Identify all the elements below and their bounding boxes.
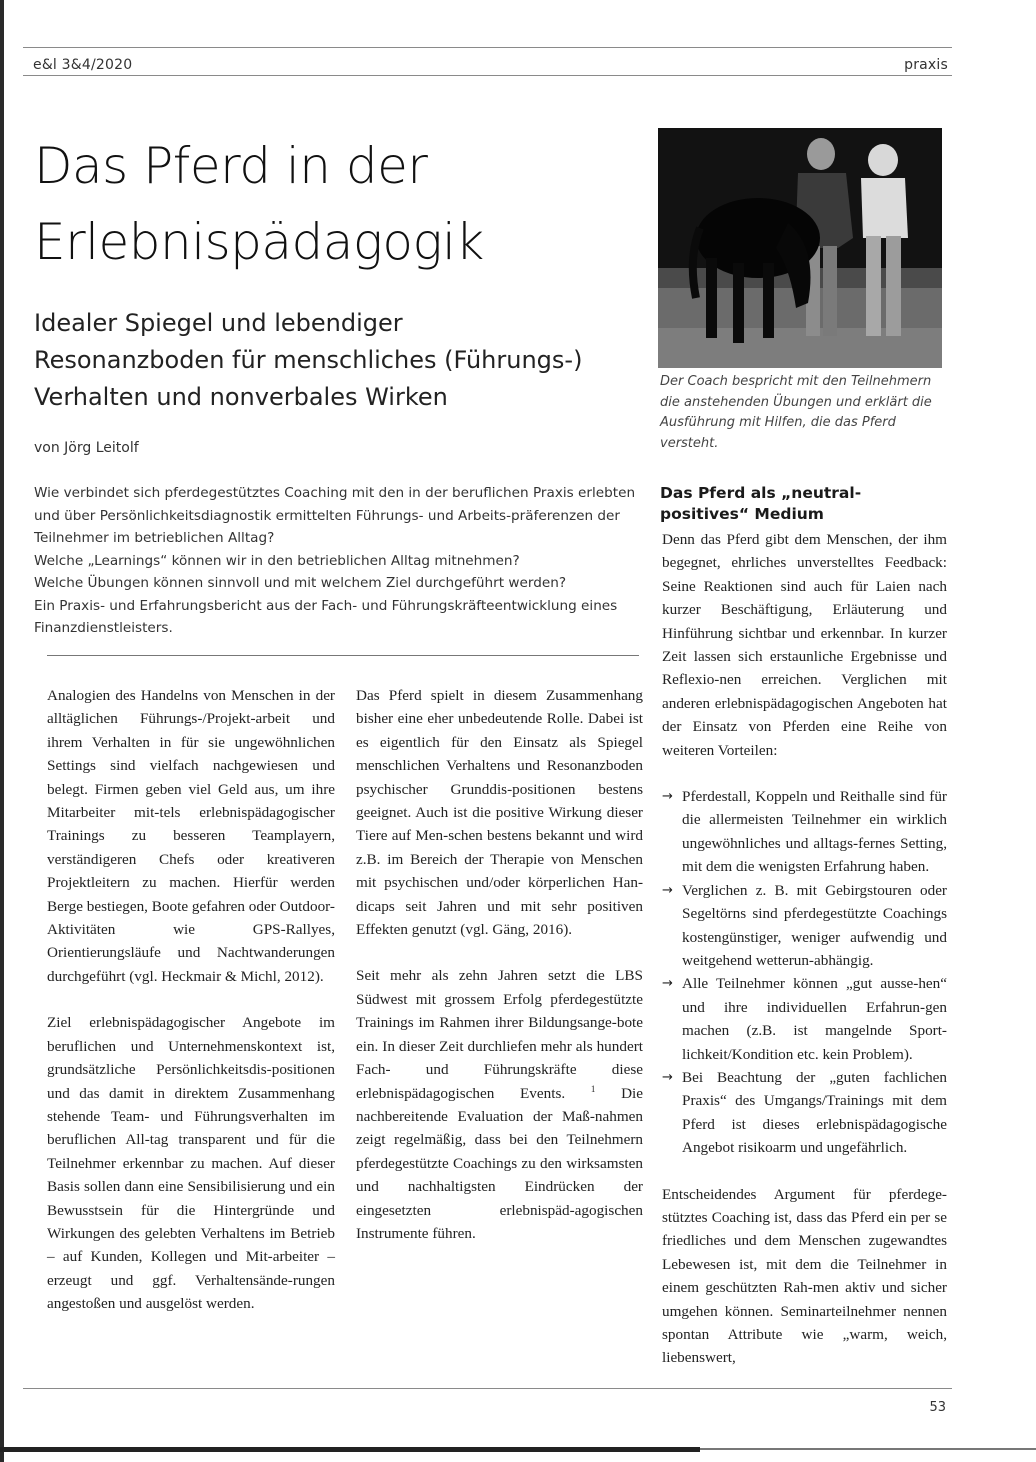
horse-coach-photo-illustration <box>658 128 942 368</box>
arrow-right-icon: → <box>662 882 673 898</box>
intro-paragraph: Welche „Learnings“ können wir in den betrieblichen Alltag mitnehmen? <box>34 552 520 569</box>
title-line-1: Das Pferd in der <box>34 137 428 195</box>
article-subtitle <box>34 305 654 416</box>
body-paragraph: Denn das Pferd gibt dem Menschen, der ihm begegnet, ehrliches unverstelltes Feedback: Seine Reaktionen sind auch für Laien nach kurzer Beschäftigung, Erläuterung und Hinführung sichtbar und erkennbar. In kurzer Zeit lassen sich erstaunliche Ergebnisse und Reflexio-nen erreichen. Verglichen mit anderen erlebnispädagogischen Angeboten hat der Einsatz von Pferden eine Reihe von weiteren Vorteilen: <box>662 531 947 759</box>
body-text: Die nachbereitende Evaluation der Maß-nahmen zeigt regelmäßig, dass bei den Teilnehmern pferdegestützte Coachings zu den wirksamsten und nachhaltigsten Eindrücken der eingesetzten erlebnispäd-agogischen Instrumente führen. <box>356 1084 644 1242</box>
body-paragraph: Das Pferd spielt in diesem Zusammenhang bisher eine eher unbedeutende Rolle. Dabei ist es eigentlich für den Einsatz als Spiegel menschlichen Verhaltens und Resonanzboden psychischer Grunddis-positionen bestens geeignet. Auch ist die positive Wirkung dieser Tiere auf Men-schen bestens bekannt und wird z.B. im Bereich der Therapie von Menschen mit psychischen und/oder körperlichen Han-dicaps seit Jahren und mit sehr positiven Effekten genutzt (vgl. Gäng, 2016). <box>356 687 643 939</box>
scan-edge <box>0 0 4 1462</box>
footer-rule <box>23 1388 952 1389</box>
body-paragraph: Analogien des Handelns von Menschen in der alltäglichen Führungs-/Projekt-arbeit und ihrem Verhalten in für sie ungewöhnlichen Settings sind vielfach nachgewiesen und belegt. Firmen geben viel Geld aus, um ihre Mitarbeiter mit-tels erlebnispädagogischer Trainings zu besseren Teamplayern, verständigeren Chefs oder kreativeren Projektleitern zu machen. Hierfür werden Berge bestiegen, Boote gefahren oder Outdoor-Aktivitäten wie GPS-Rallyes, Orientierungsläufe und Nachtwanderungen durchgeführt (vgl. Heckmair & Michl, 2012). <box>47 687 335 985</box>
arrow-right-icon: → <box>662 789 673 805</box>
body-paragraph: Ziel erlebnispädagogischer Angebote im beruflichen und Unternehmenskontext ist, grundsätzliche Persönlichkeitsdis-positionen und das damit in direktem Zusammenhang stehende Team- und Führungsverhalten im beruflichen All-tag transparent und für die Teilnehmer erkennbar zu machen. Auf dieser Basis sollen dann eine Sensibilisierung und ein Bewusstsein für die Hintergründe und Wirkungen des gelebten Verhaltens im Betrieb – auf Kunden, Kollegen und Mit-arbeiter – erzeugt und ggf. Verhaltensände-rungen angestoßen und ausgelöst werden. <box>47 1014 335 1313</box>
author-byline: von Jörg Leitolf <box>34 440 139 456</box>
body-column-1 <box>47 684 335 1339</box>
subtitle-line-1: Idealer Spiegel und lebendiger <box>34 309 403 337</box>
arrow-right-icon: → <box>662 1069 673 1085</box>
arrow-right-icon: → <box>662 976 673 992</box>
article-title <box>34 128 644 280</box>
advantages-list <box>662 785 947 1160</box>
body-paragraph: Entscheidendes Argument für pferdege-stütztes Coaching ist, dass das Pferd ein per se friedliches und dem Menschen zugewandtes Lebewesen ist, mit dem die Teilnehmer in einem geschützten Rah-men aktiv und sicher umgehen können. Seminarteilnehmer nennen spontan Attribute wie „warm, weich, liebenswert, <box>662 1185 947 1367</box>
list-item-text: Pferdestall, Koppeln und Reithalle sind für die allermeisten Teilnehmer ein wirklich ungewöhnliches und alltags-fernes Setting, mit dem die wenigsten Erfahrung haben. <box>682 788 947 876</box>
subtitle-line-3: Verhalten und nonverbales Wirken <box>34 383 448 411</box>
list-item-text: Verglichen z. B. mit Gebirgstouren oder Segeltörns sind pferdegestützte Coachings kostengünstiger, weniger aufwendig und weitgehend wetterun-abhängig. <box>682 881 947 969</box>
body-paragraph <box>356 964 643 1245</box>
body-column-3 <box>662 528 947 1393</box>
title-line-2: Erlebnispädagogik <box>34 213 484 271</box>
section-heading: Das Pferd als „neutral-positives“ Medium <box>660 484 862 523</box>
body-text: Seit mehr als zehn Jahren setzt die LBS Südwest mit grossem Erfolg pferdegestützte Trainings im Rahmen ihrer Bildungsange-bote ein. In dieser Zeit durchliefen mehr als hundert Fach- und Führungskräfte diese erlebnispädagogischen Events. <box>356 967 643 1102</box>
header-bottom-rule <box>23 75 952 76</box>
list-item-text: Bei Beachtung der „guten fachlichen Praxis“ des Umgangs/Trainings mit dem Pferd ist dieses erlebnispädagogische Angebot risikoarm und ungefährlich. <box>682 1068 947 1157</box>
body-column-2 <box>356 684 643 1268</box>
issue-label: e&l 3&4/2020 <box>33 57 133 73</box>
intro-lead <box>34 482 640 640</box>
page-number: 53 <box>929 1400 946 1415</box>
intro-paragraph: Wie verbindet sich pferdegestütztes Coaching mit den in der beruflichen Praxis erlebten und über Persönlichkeitsdiagnostik ermittelten Führungs- und Arbeits-präferenzen der Teilnehmer im betrieblichen Alltag? <box>34 485 636 546</box>
list-item-text: Alle Teilnehmer können „gut ausse-hen“ und ihre individuellen Erfahrun-gen machen (z.B. ist mangelnde Sport-lichkeit/Kondition etc. kein Problem). <box>682 975 947 1063</box>
photo-caption: Der Coach bespricht mit den Teilnehmern die anstehenden Übungen und erklärt die Ausführung mit Hilfen, die das Pferd versteht. <box>660 374 932 451</box>
list-item <box>662 1066 947 1160</box>
footnote-reference: 1 <box>590 1083 596 1094</box>
intro-paragraph: Ein Praxis- und Erfahrungsbericht aus der Fach- und Führungskräfteentwicklung eines Finanzdienstleisters. <box>34 597 618 636</box>
intro-divider <box>47 655 639 656</box>
list-item <box>662 785 947 879</box>
scan-edge-bottom <box>0 1447 700 1452</box>
scan-edge-bottom <box>700 1448 1036 1450</box>
section-label: praxis <box>904 57 948 73</box>
header-top-rule <box>23 47 952 48</box>
intro-paragraph: Welche Übungen können sinnvoll und mit welchem Ziel durchgeführt werden? <box>34 575 567 591</box>
subtitle-line-2: Resonanzboden für menschliches (Führungs-) <box>34 346 583 374</box>
list-item <box>662 879 947 973</box>
list-item <box>662 972 947 1066</box>
article-photo <box>658 128 942 368</box>
